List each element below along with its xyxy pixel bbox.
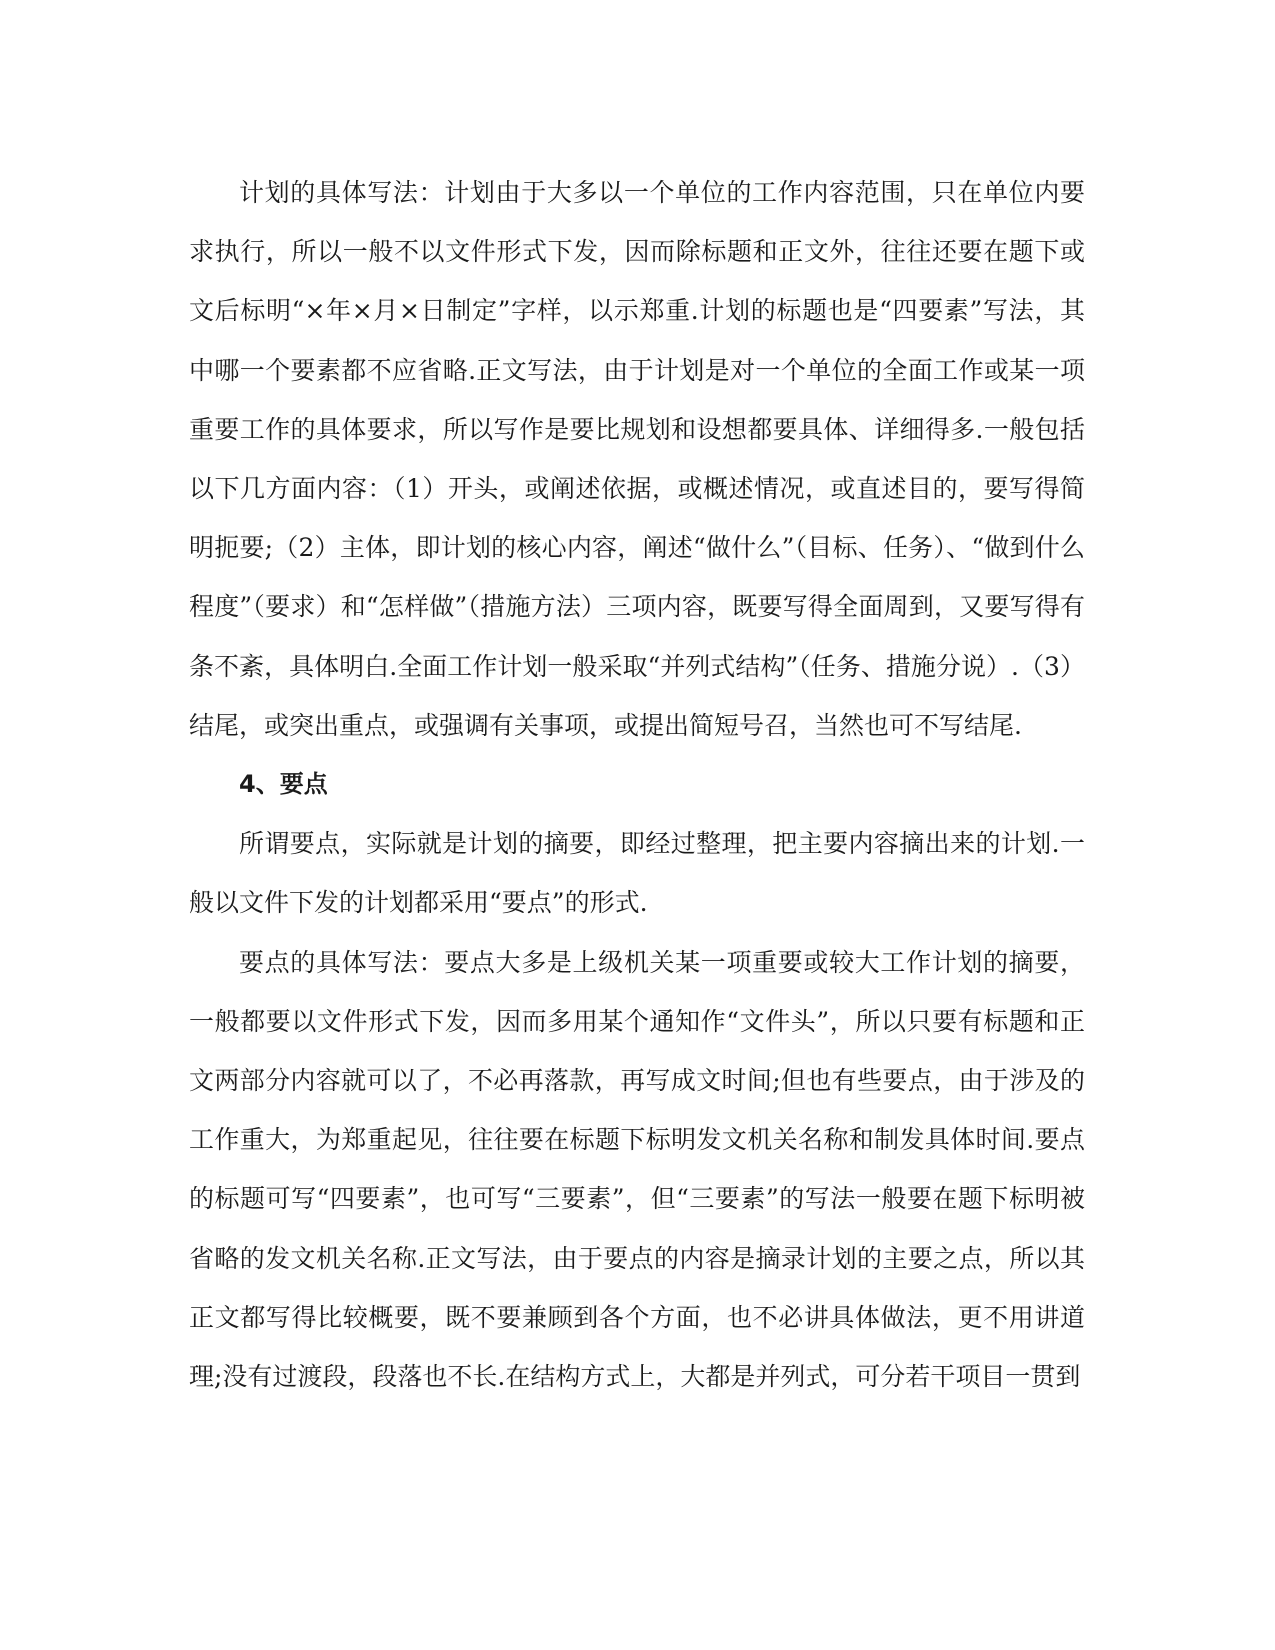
paragraph-key-points-definition: 所谓要点，实际就是计划的摘要，即经过整理，把主要内容摘出来的计划.一般以文件下发的计划都采用“要点”的形式. [189, 829, 1085, 918]
section-heading-key-points: 4、要点 [239, 770, 328, 799]
paragraph-key-points-writing: 要点的具体写法：要点大多是上级机关某一项重要或较大工作计划的摘要，一般都要以文件形式下发，因而多用某个通知作“文件头”，所以只要有标题和正文两部分内容就可以了，不必再落款，再写成文时间;但也有些要点，由于涉及的工作重大，为郑重起见，往往要在标题下标明发文机关名称和制发具体时间.要点的标题可写“四要素”，也可写“三要素”，但“三要素”的写法一般要在题下标明被省略的发文机关名称.正文写法，由于要点的内容是摘录计划的主要之点，所以其正文都写得比较概要，既不要兼顾到各个方面，也不必讲具体做法，更不用讲道理;没有过渡段，段落也不长.在结构方式上，大都是并列式，可分若干项目一贯到 [189, 947, 1085, 1392]
paragraph-plan-writing: 计划的具体写法：计划由于大多以一个单位的工作内容范围，只在单位内要求执行，所以一般不以文件形式下发，因而除标题和正文外，往往还要在题下或文后标明“×年×月×日制定”字样，以示郑重.计划的标题也是“四要素”写法，其中哪一个要素都不应省略.正文写法，由于计划是对一个单位的全面工作或某一项重要工作的具体要求，所以写作是要比规划和设想都要具体、详细得多.一般包括以下几方面内容：（1）开头，或阐述依据，或概述情况，或直述目的，要写得简明扼要;（2）主体，即计划的核心内容，阐述“做什么”（目标、任务）、“做到什么程度”（要求）和“怎样做”（措施方法）三项内容，既要写得全面周到，又要写得有条不紊，具体明白.全面工作计划一般采取“并列式结构”（任务、措施分说）.（3）结尾，或突出重点，或强调有关事项，或提出简短号召，当然也可不写结尾. [189, 178, 1085, 740]
document-body [189, 163, 1085, 1406]
